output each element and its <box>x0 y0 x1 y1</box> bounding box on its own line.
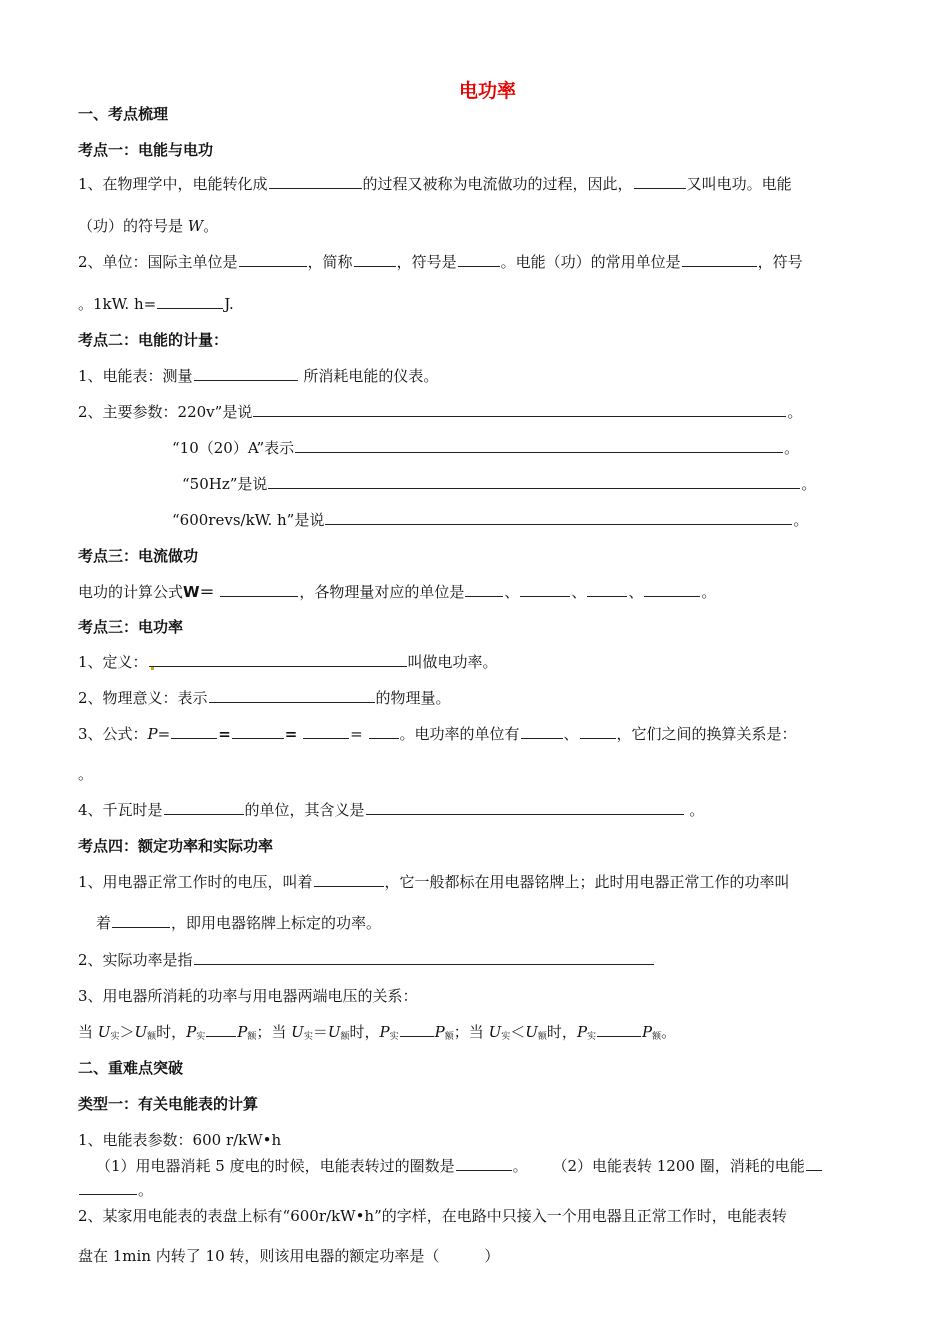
topic-2-line-3: “10（20）A”表示 。 <box>172 439 800 457</box>
blank[interactable] <box>206 1022 236 1037</box>
blank[interactable] <box>209 688 375 703</box>
blank[interactable] <box>520 582 570 597</box>
section-2-heading: 二、重难点突破 <box>78 1059 184 1077</box>
blank[interactable] <box>269 174 362 189</box>
type-1-line-2: （1）用电器消耗 5 度电的时候，电能表转过的圈数是 。 （2）电能表转 1200 圈，消耗的电能 <box>96 1156 823 1176</box>
topic-4-line-5: 4、千瓦时是 的单位，其含义是 。 <box>78 801 705 819</box>
topic-2-line-1: 1、电能表：测量 所消耗电能的仪表。 <box>78 367 439 385</box>
blank[interactable] <box>458 252 500 267</box>
topic-1-line-3: 2、单位：国际主单位是 ，简称 ，符号是 。电能（功）的常用单位是 ，符号 <box>78 253 803 271</box>
blank[interactable] <box>79 1180 137 1195</box>
blank[interactable] <box>634 174 686 189</box>
topic-1-line-1: 1、在物理学中，电能转化成 的过程又被称为电流做功的过程，因此， 又叫电功。电能 <box>78 175 792 193</box>
blank[interactable] <box>164 800 244 815</box>
blank[interactable] <box>366 800 684 815</box>
topic-1-line-2: （功）的符号是 W。 <box>78 217 219 235</box>
blank[interactable] <box>149 652 407 667</box>
section-1-heading: 一、考点梳理 <box>78 105 169 123</box>
type-1-line-1: 1、电能表参数：600 r/kW•h <box>78 1131 282 1149</box>
blank[interactable] <box>682 252 757 267</box>
blank[interactable] <box>112 913 170 928</box>
topic-3-line-1: 电功的计算公式W＝ ，各物理量对应的单位是 、 、 、 。 <box>78 583 717 601</box>
blank[interactable] <box>580 724 616 739</box>
blank[interactable] <box>239 252 307 267</box>
type-1-heading: 类型一：有关电能表的计算 <box>78 1095 259 1113</box>
topic-5-line-2: 着 ，即用电器铭牌上标定的功率。 <box>96 914 382 932</box>
topic-4-line-4: 。 <box>78 765 94 783</box>
topic-2-line-2: 2、主要参数：220v”是说 。 <box>78 403 803 421</box>
blank[interactable] <box>194 366 298 381</box>
topic-5-line-1: 1、用电器正常工作时的电压，叫着 ，它一般都标在用电器铭牌上；此时用电器正常工作的功率叫 <box>78 873 790 891</box>
blank[interactable] <box>220 582 298 597</box>
type-1-line-4: 2、某家用电能表的表盘上标有“600r/kW•h”的字样，在电路中只接入一个用电器且正常工作时，电能表转 <box>78 1207 787 1225</box>
blank[interactable] <box>171 724 217 739</box>
blank[interactable] <box>194 950 654 965</box>
topic-2-heading: 考点二：电能的计量： <box>78 331 229 349</box>
blank[interactable] <box>253 402 786 417</box>
topic-2-line-4: “50Hz”是说 。 <box>182 475 817 493</box>
topic-2-line-5: “600revs/kW. h”是说 。 <box>172 511 809 529</box>
blank[interactable] <box>157 294 223 309</box>
blank[interactable] <box>303 724 349 739</box>
blank[interactable] <box>400 1022 434 1037</box>
mark-dot <box>151 667 154 670</box>
blank[interactable] <box>295 438 783 453</box>
topic-5-heading: 考点四：额定功率和实际功率 <box>78 837 274 855</box>
blank[interactable] <box>268 474 800 489</box>
blank[interactable] <box>369 724 399 739</box>
topic-4-line-1: 1、定义： 叫做电功率。 <box>78 653 498 671</box>
type-1-line-3: 。 <box>78 1180 153 1200</box>
blank[interactable] <box>587 582 627 597</box>
topic-4-line-3: 3、公式：P= = = = 。电功率的单位有 、 ，它们之间的换算关系是： <box>78 725 797 743</box>
topic-3-heading: 考点三：电流做功 <box>78 547 199 565</box>
topic-1-line-4: 。1kW. h= J. <box>78 295 234 313</box>
type-1-line-5: 盘在 1min 内转了 10 转，则该用电器的额定功率是（ ） <box>78 1247 500 1265</box>
topic-4-line-2: 2、物理意义：表示 的物理量。 <box>78 689 451 707</box>
blank[interactable] <box>354 252 396 267</box>
topic-1-heading: 考点一：电能与电功 <box>78 141 214 159</box>
blank[interactable] <box>644 582 700 597</box>
topic-5-line-5: 当 $U_实>U_额$时，$P_实$ $P_额$；当 $U_实=U_额$时，$P_实$ $P_额$；当 $U_实<U_额$时，$P_实$ $P_额$。 <box>78 1023 677 1042</box>
blank[interactable] <box>314 872 384 887</box>
topic-5-line-3: 2、实际功率是指 <box>78 950 655 970</box>
blank[interactable] <box>456 1156 512 1171</box>
blank[interactable] <box>465 582 503 597</box>
blank[interactable] <box>521 724 563 739</box>
page-title: 电功率 <box>458 80 516 102</box>
blank[interactable] <box>232 724 284 739</box>
blank[interactable] <box>806 1156 822 1171</box>
blank[interactable] <box>325 510 792 525</box>
topic-4-heading: 考点三：电功率 <box>78 618 184 636</box>
topic-5-line-4: 3、用电器所消耗的功率与用电器两端电压的关系： <box>78 987 418 1005</box>
blank[interactable] <box>597 1022 641 1037</box>
